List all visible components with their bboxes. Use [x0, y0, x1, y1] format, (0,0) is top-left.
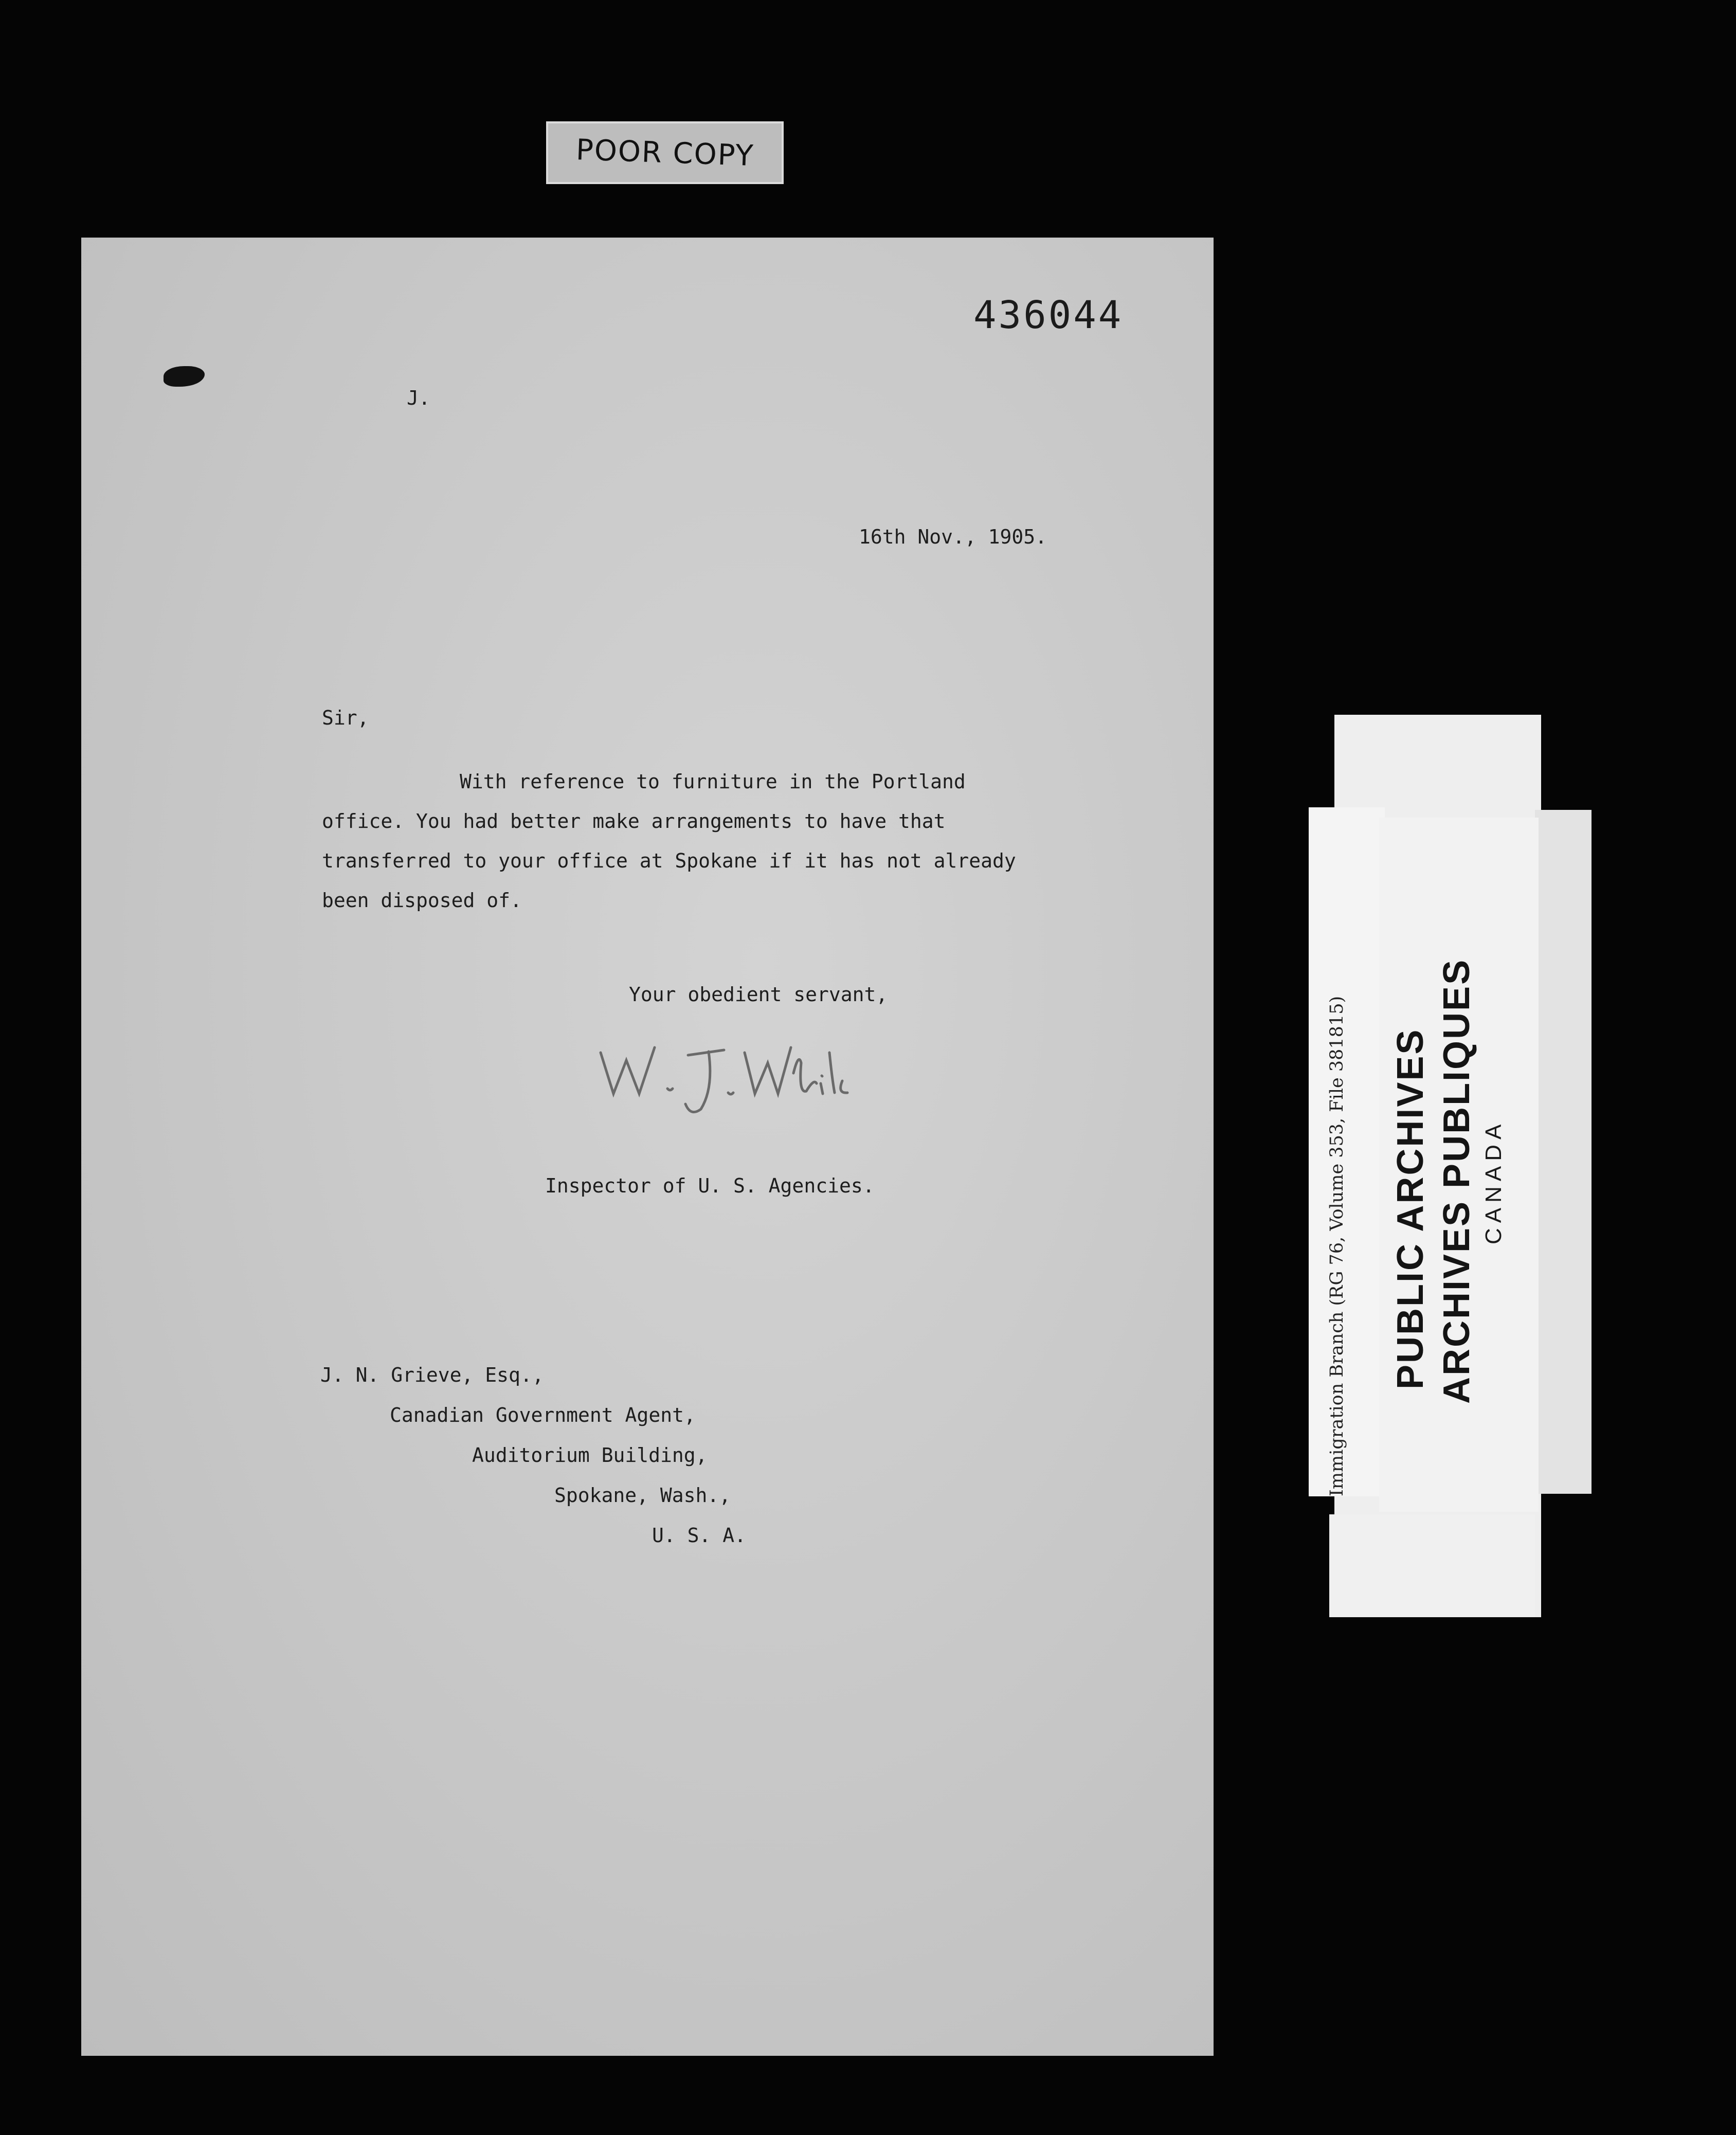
- signature: [590, 1032, 858, 1119]
- archive-public: PUBLIC ARCHIVES: [1390, 1028, 1431, 1389]
- signature-handwriting: [601, 1047, 847, 1112]
- ink-smudge: [164, 366, 205, 387]
- file-number: 436044: [973, 293, 1124, 337]
- body-line: With reference to furniture in the Portland: [460, 770, 966, 793]
- body-line: office. You had better make arrangements to have that: [322, 810, 946, 833]
- archive-reference: Immigration Branch (RG 76, Volume 353, File 381815): [1327, 996, 1347, 1496]
- address-line: Spokane, Wash.,: [554, 1484, 731, 1507]
- body-line: transferred to your office at Spokane if it has not already: [322, 849, 1016, 872]
- letter-date: 16th Nov., 1905.: [859, 526, 1047, 548]
- body-line: been disposed of.: [322, 889, 522, 912]
- poor-copy-text: POOR COPY: [575, 133, 755, 173]
- closing: Your obedient servant,: [629, 983, 888, 1006]
- archive-canada: CANADA: [1481, 1119, 1506, 1244]
- salutation: Sir,: [322, 707, 369, 729]
- address-line: Auditorium Building,: [472, 1444, 708, 1467]
- signer-title: Inspector of U. S. Agencies.: [545, 1174, 875, 1197]
- address-name: J. N. Grieve, Esq.,: [320, 1364, 544, 1386]
- letter-sheet: [81, 238, 1214, 2056]
- archive-publiques: ARCHIVES PUBLIQUES: [1436, 958, 1477, 1404]
- poor-copy-stamp: [546, 121, 784, 184]
- letter-mark: J.: [407, 387, 430, 409]
- archive-label-bottom: [1329, 1514, 1535, 1617]
- archive-label-fold: [1535, 810, 1592, 1494]
- address-line: Canadian Government Agent,: [390, 1404, 696, 1426]
- letter-body: [322, 762, 1145, 920]
- address-country: U. S. A.: [652, 1524, 747, 1547]
